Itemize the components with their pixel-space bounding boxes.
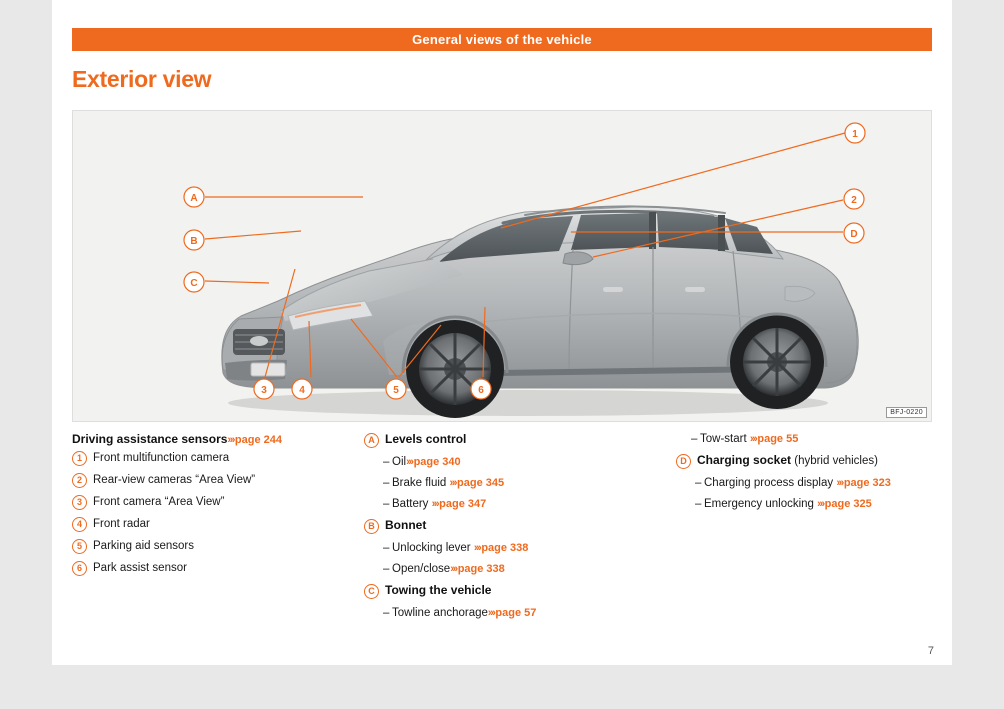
chapter-title: Exterior view — [72, 66, 212, 92]
svg-text:C: C — [190, 278, 198, 289]
callout-badge: 3 — [72, 495, 87, 510]
page-reference-link[interactable]: ›››page 338 — [473, 542, 529, 554]
sub-item-text — [392, 562, 654, 576]
callout-badge: 1 — [72, 451, 87, 466]
figure-legend — [72, 432, 932, 642]
list-item-label: Front radar — [93, 518, 150, 530]
legend-group-heading — [364, 583, 654, 599]
sub-item-label: Emergency unlocking — [704, 498, 814, 510]
sub-item-text — [392, 476, 654, 490]
page-reference-text: page 338 — [457, 563, 505, 575]
dash-marker: – — [695, 477, 702, 489]
legend-column-1 — [72, 432, 362, 583]
page-reference-text: page 345 — [457, 477, 505, 489]
list-item — [72, 495, 362, 510]
legend-group-heading — [364, 518, 654, 534]
dash-marker: – — [383, 563, 390, 575]
legend-group-heading-note: (hybrid vehicles) — [794, 455, 878, 467]
page-reference-text: page 55 — [757, 433, 799, 445]
sub-item-label: Oil — [392, 456, 407, 468]
svg-text:6: 6 — [478, 385, 484, 396]
exterior-view-figure — [72, 110, 932, 422]
list-item — [695, 497, 932, 511]
page-reference-link[interactable]: ›››page 345 — [449, 477, 505, 489]
callout-badge: C — [364, 584, 379, 599]
sub-item-label: Open/close — [392, 563, 451, 575]
page-reference-link[interactable]: ›››page 325 — [817, 498, 872, 510]
dash-marker: – — [383, 477, 390, 489]
list-item — [383, 541, 654, 555]
callout-badge: 2 — [72, 473, 87, 488]
callout-badge: B — [364, 519, 379, 534]
vehicle-illustration — [73, 111, 931, 421]
dash-marker: – — [691, 433, 698, 445]
sub-item-text — [700, 432, 932, 446]
sub-item-label: Tow-start — [700, 433, 747, 445]
list-item — [383, 606, 654, 620]
legend-group-levels-control — [364, 432, 654, 511]
page-reference-text: page 340 — [413, 456, 461, 468]
svg-text:B: B — [190, 236, 198, 247]
sub-item-text — [392, 455, 654, 469]
sub-item-text — [392, 606, 654, 620]
dash-marker: – — [383, 498, 390, 510]
list-item — [383, 476, 654, 490]
list-item — [383, 455, 654, 469]
list-item — [691, 432, 932, 446]
sub-item-label: Brake fluid — [392, 477, 447, 489]
svg-text:2: 2 — [851, 195, 857, 206]
list-item — [72, 473, 362, 488]
sub-item-label: Charging process display — [704, 477, 834, 489]
legend-group-heading-text-wrap — [697, 453, 878, 467]
sub-item-label: Unlocking lever — [392, 542, 471, 554]
page-reference-link[interactable]: ›››page 338 — [450, 563, 505, 575]
sub-item-label: Towline anchorage — [392, 607, 488, 619]
list-item-label: Park assist sensor — [93, 562, 187, 574]
page-number: 7 — [927, 645, 934, 657]
page-header-title: General views of the vehicle — [412, 32, 592, 47]
legend-group-heading-text: Levels control — [385, 432, 467, 446]
sub-item-label: Battery — [392, 498, 429, 510]
legend-group-heading-text: Bonnet — [385, 518, 427, 532]
svg-text:A: A — [190, 193, 198, 204]
page-header-bar — [72, 28, 932, 51]
page-reference-text: page 323 — [843, 477, 891, 489]
list-item-label: Front multifunction camera — [93, 452, 230, 464]
sub-item-text — [392, 541, 654, 555]
sub-item-text — [704, 476, 932, 490]
legend-group-heading-text: Charging socket — [697, 453, 792, 467]
dash-marker: – — [383, 542, 390, 554]
page-reference-link[interactable]: ›››page 244 — [227, 434, 283, 446]
list-item — [72, 561, 362, 576]
list-item-label: Parking aid sensors — [93, 540, 194, 552]
dash-marker: – — [383, 607, 390, 619]
list-item-label: Rear-view cameras “Area View” — [93, 474, 256, 486]
list-item-label: Front camera “Area View” — [93, 496, 225, 508]
manual-page — [52, 0, 952, 665]
legend-column-3 — [676, 432, 932, 518]
svg-text:D: D — [850, 229, 858, 240]
page-reference-text: page 338 — [481, 542, 529, 554]
page-reference-text: page 57 — [495, 607, 537, 619]
legend-group-heading — [676, 453, 932, 469]
page-reference-link[interactable]: ›››page 340 — [406, 456, 461, 468]
callout-badge: A — [364, 433, 379, 448]
list-item — [72, 539, 362, 554]
sub-item-text — [392, 497, 654, 511]
page-reference-link[interactable]: ›››page 323 — [836, 477, 891, 489]
list-item — [383, 497, 654, 511]
callout-badge: D — [676, 454, 691, 469]
callout-badge: 6 — [72, 561, 87, 576]
callout-badge: 5 — [72, 539, 87, 554]
page-reference-link[interactable]: ›››page 347 — [431, 498, 487, 510]
legend-group-heading-text: Towing the vehicle — [385, 583, 492, 597]
svg-text:4: 4 — [299, 385, 305, 396]
page-reference-text: page 325 — [824, 498, 872, 510]
legend-heading-driving-assistance — [72, 432, 362, 446]
legend-group-heading — [364, 432, 654, 448]
sub-item-text — [704, 497, 932, 511]
page-reference-text: page 347 — [439, 498, 487, 510]
list-item — [695, 476, 932, 490]
list-item — [72, 451, 362, 466]
list-item — [383, 562, 654, 576]
legend-heading-text: Driving assistance sensors — [72, 432, 228, 446]
dash-marker: – — [383, 456, 390, 468]
list-item — [72, 517, 362, 532]
legend-group-charging-socket — [676, 453, 932, 511]
svg-text:3: 3 — [261, 385, 267, 396]
svg-text:5: 5 — [393, 385, 399, 396]
legend-group-towing — [364, 583, 654, 620]
dash-marker: – — [695, 498, 702, 510]
page-reference-link[interactable]: ›››page 55 — [749, 433, 799, 445]
svg-text:1: 1 — [852, 129, 858, 140]
callout-badge: 4 — [72, 517, 87, 532]
legend-group-bonnet — [364, 518, 654, 576]
legend-column-2 — [364, 432, 654, 627]
figure-code: BFJ-0220 — [886, 407, 927, 418]
page-reference-link[interactable]: ›››page 57 — [487, 607, 537, 619]
page-reference-text: page 244 — [234, 434, 283, 446]
